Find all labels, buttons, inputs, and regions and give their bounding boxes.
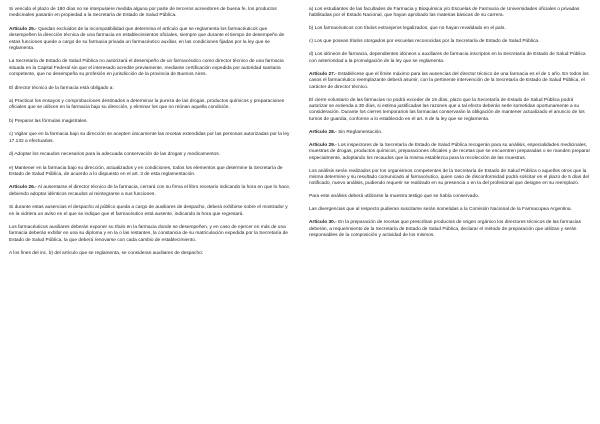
paragraph: Artículo 27.- Establécese que el límite máximo para las ausencias del director técnico de una farmacia es el de 1 año. En todos los casos el farmacéutico reemplazante deberá asumir, con la pertinente intervención de la Secretaría de Estado de Salud Pública, el carácter de director técnico. [309, 71, 589, 90]
right-column [309, 7, 593, 246]
paragraph: Artículo 28.- Sin Reglamentación. [309, 129, 383, 135]
paragraph: Si vencido el plazo de 180 días no se interpusiere medida alguna por parte de terceros acreedores de buena fe, los productos medicinales pasarán en propiedad a la Secretaría de Estado de Salud Pública. [9, 7, 277, 19]
list-item: c) Los que posean títulos otorgados por escuelas reconocidas por la Secretaría de Estado de Salud Pública. [309, 39, 540, 45]
paragraph: Artículo 25.- Quedan excluidos de la incompatibilidad que determina el artículo que se reglamenta los farmacéuticos que desempeñen la dirección técnica de una farmacia en establecimientos oficiales, siempre que durante el tiempo de desempeño de estas funciones quede a cargo de su farmacia privada un farmacéutico auxiliar, en las condiciones fijadas por la ley que se reglamenta. [9, 26, 285, 52]
list-item: a) Practicar los ensayos y comprobaciones destinados a determinar la pureza de las drogas, productos químicos y preparaciones oficiales que se utilicen en la farmacia bajo su dirección, y eliminar los que no reúnan aquella condición. [9, 99, 285, 111]
paragraph: El director técnico de la farmacia está obligado a: [9, 85, 114, 91]
list-item: b) Preparar las fórmulas magistrales. [9, 118, 88, 124]
list-item: a) Los estudiantes de las facultades de Farmacia y Bioquímica y/o Escuelas de Farmacia de Universidades oficiales o privadas habilitadas por el Estado Nacional, que hayan aprobado las materias básicas de su carrera. [309, 7, 580, 19]
paragraph: Los análisis serán realizados por los organismos competentes de la Secretaría de Estado de Salud Pública o aquellos otros que la misma determine y su resultado comunicado al farmacéutico, quien caso de disconformidad podrá solicitar en el plazo de 5 días del notificado, nuevo análisis, pudiendo requerir se realizado en su presencia o en la del profesional que designe en su reemplazo. [309, 168, 589, 187]
paragraph: Los farmacéuticos auxiliares deberán exponer su título en la farmacia donde se desempeñen, y en caso de ejercer en más de una farmacia deberán exhibir en una su diploma y en la o las restantes, la constancia de su matriculación expedida por la Secretaría de Estado de Salud Pública, la que deberá renovarse con cada cambio de establecimiento. [9, 224, 288, 243]
article-heading: Artículo 28.- [309, 129, 337, 135]
left-column [9, 7, 291, 265]
paragraph: El cierre voluntario de las farmacias no podrá exceder de 15 días, plazo que la Secretaría de Estado de Salud Pública podrá autorizar se extienda a 30 días, si estima justificadas las razones que a tal efecto deberán serle sometidas oportunamente a su consideración. Durante los cierres temporarios las farmacias conservarán la obligación de mantener actualizado el anuncio de los turnos de guardia, conforme a lo establecido en el art. 6 de la ley que se reglamenta. [309, 97, 585, 122]
article-heading: Artículo 26.- [9, 185, 37, 191]
paragraph: La Secretaría de Estado de Salud Pública no autorizará el desempeño de un farmacéutico como director técnico de una farmacia situada en la Capital Federal sin que el interesado acredite previamente, mediante certificación expedida por autoridad sanitaria competente, que no desempeña su profesión en jurisdicción de la provincia de Buenos Aires. [9, 59, 284, 78]
article-heading: Artículo 27.- [309, 71, 337, 77]
article-heading: Artículo 25.- [9, 26, 37, 32]
paragraph: Artículo 26.- Al ausentarse el director técnico de la farmacia, cerrará con su firma el libro recetario indicando la hora en que lo hace, debiendo adoptar idénticos recaudos al reintegrarse a sus funciones. [9, 185, 291, 197]
list-item: d) Adoptar los recaudos necesarios para la adecuada conservación de las drogas y medicamentos. [9, 152, 220, 158]
list-item: c) Vigilar que en la farmacia bajo su dirección se acepten únicamente las recetas extendidas por las personas autorizadas por la ley 17.132 a efectuarlas. [9, 132, 290, 144]
list-item: e) Mantener en la farmacia bajo su dirección, actualizados y en condiciones, todos los elementos que determine la Secretaría de Estado de Salud Pública, de acuerdo a lo dispuesto en el art. 3 de esta reglamentación. [9, 165, 283, 177]
article-heading: Artículo 29.- [309, 142, 337, 148]
list-item: d) Los idóneos de farmacia, dependientes idóneos u auxiliares de farmacia inscriptos en la Secretaría de Estado de Salud Pública con anterioridad a la promulgación de la ley que se reglamenta. [309, 52, 586, 64]
list-item: b) Los farmacéuticos con títulos extranjeros legalizados, que no hayan revalidado en el país. [309, 26, 506, 32]
article-heading: Artículo 30.- [309, 220, 337, 226]
paragraph: Las divergencias que al respecto pudieran suscitarse serán sometidas a la Comisión Nacional de la Farmacopea Argentina. [309, 207, 572, 213]
paragraph: A los fines del inc. b) del artículo que se reglamenta, se consideran auxiliares de despacho: [9, 251, 204, 257]
paragraph: Si durante estas ausencias el despacho al público queda a cargo de auxiliares de despacho, deberá exhibirse sobre el mostrador y en la vidriera un aviso en el que se indique que el farmacéutico está ausente, indicando la hora que regresará. [9, 205, 288, 217]
paragraph: Para este análisis deberá utilizarse la muestra testigo que se había conservado. [309, 194, 480, 200]
paragraph: Artículo 30.- En la preparación de recetas que prescriban productos de origen orgánico los directores técnicos de las farmacias deberán, a requerimiento de la Secretaría de Estado de Salud Pública, declarar el método de preparación que utilizan y serán responsables de la composición y actividad de los mismos. [309, 220, 581, 239]
paragraph: Artículo 29.- Los inspectores de la Secretaría de Estado de Salud Pública recogerán para su análisis, especialidades medicinales, muestras de drogas, productos químicos, preparaciones oficiales y de recetas que se encuentren preparadas o se manden preparar especialmente, adoptando los recaudos que la misma establezca para la recolección de las muestras. [309, 142, 591, 161]
